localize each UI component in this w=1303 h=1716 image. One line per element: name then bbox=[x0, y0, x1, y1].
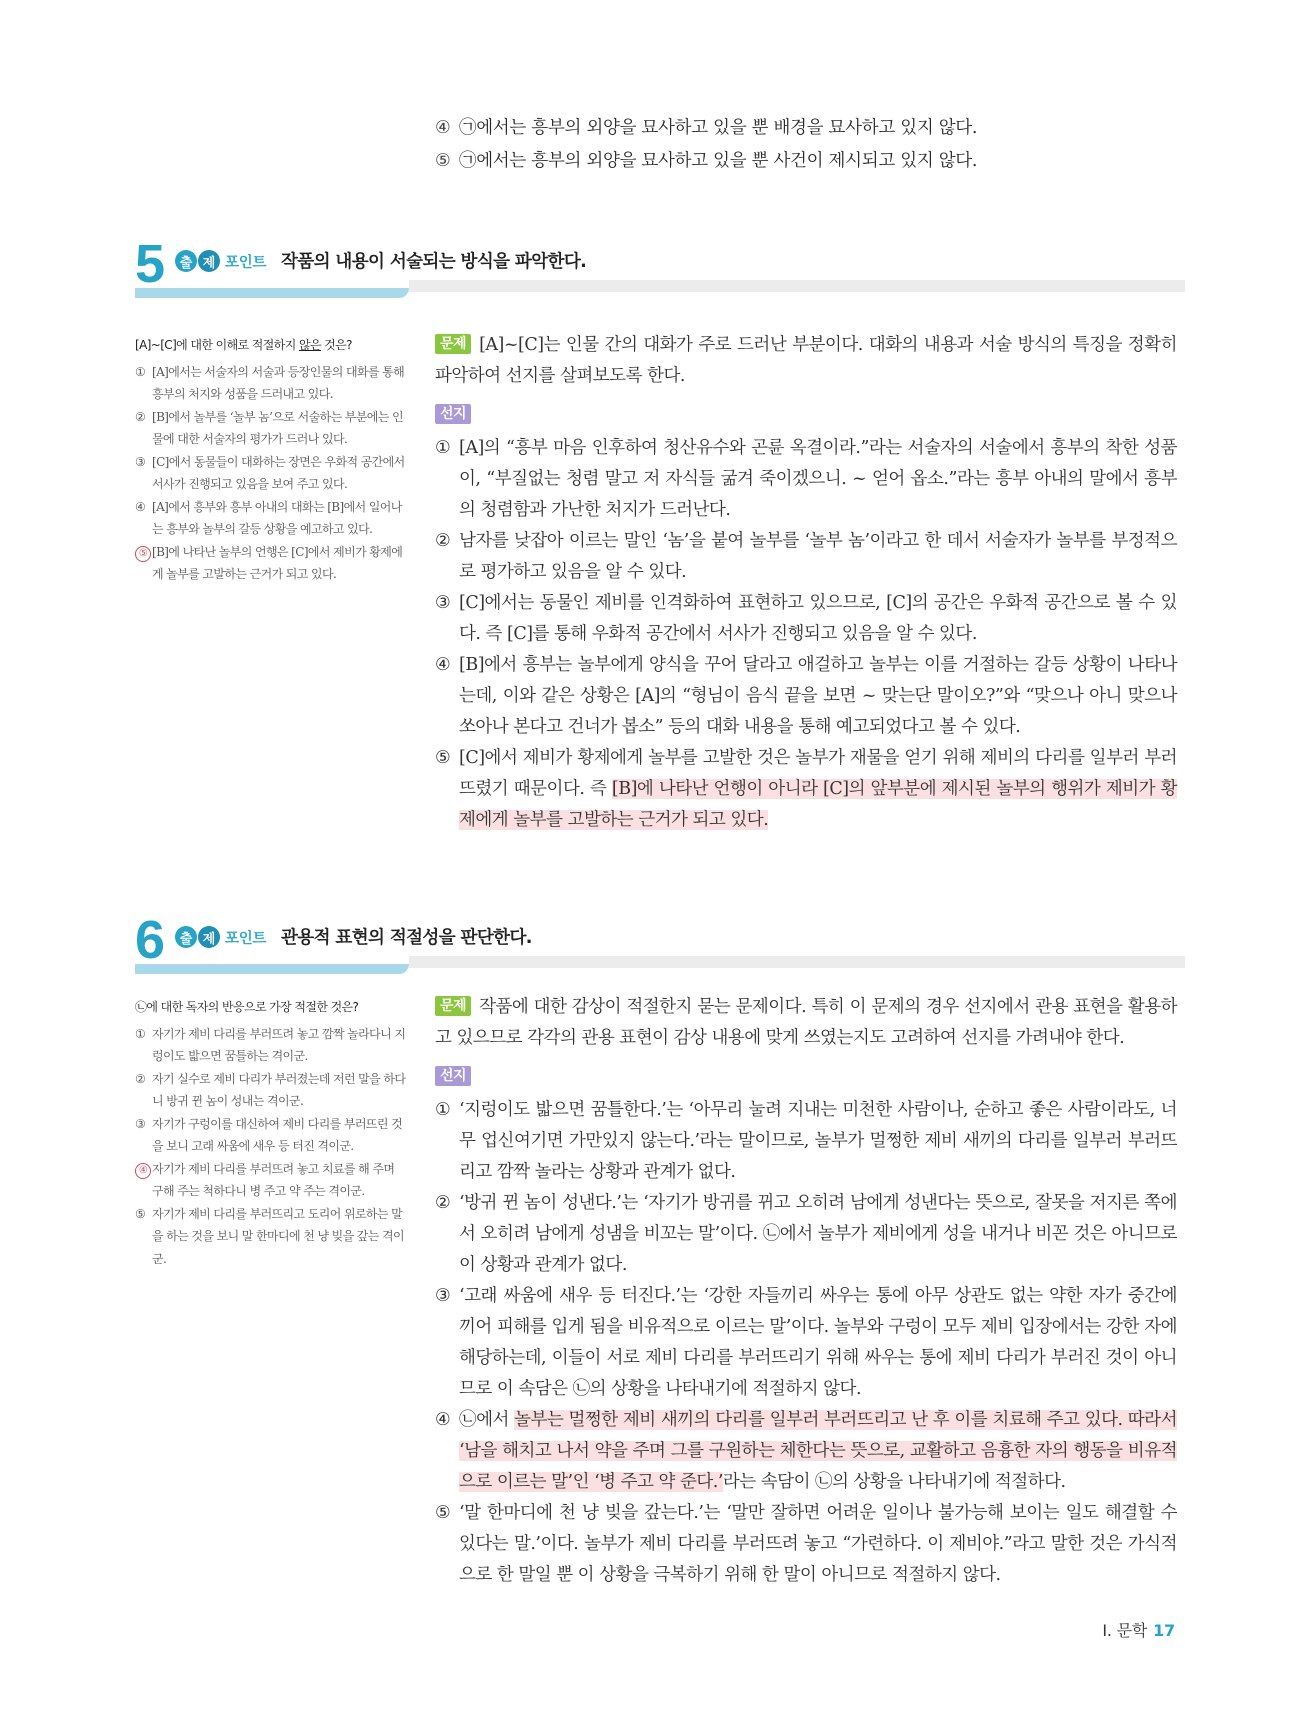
badge-label: 포인트 bbox=[225, 930, 267, 947]
question-option-answer: ⑤ [B]에 나타난 놀부의 언행은 [C]에서 제비가 황제에게 놀부를 고발하는 근거가 되고 있다. bbox=[135, 541, 407, 586]
explanation-item: ① [A]의 “흥부 마음 인후하여 청산유수와 곤륜 옥결이라.”라는 서술자의 서술에서 흥부의 착한 성품이, “부질없는 청렴 말고 저 자식들 굶겨 죽이겠으니. ~ 얻어 옵소.”라는 흥부 아내의 말에서 흥부의 청렴함과 가난한 처지가 드러난다. bbox=[435, 438, 1177, 520]
page-footer bbox=[1102, 1618, 1175, 1641]
section-5-explanation bbox=[435, 330, 1177, 836]
badge-char: 제 bbox=[198, 926, 220, 948]
section-6-question bbox=[135, 996, 407, 1270]
badge-label: 포인트 bbox=[225, 254, 267, 271]
explanation-item: ③ ‘고래 싸움에 새우 등 터진다.’는 ‘강한 자들끼리 싸우는 통에 아무 상관도 없는 약한 자가 중간에 끼어 피해를 입게 됨을 비유적으로 이르는 말’이다. 놀부와 구렁이 모두 제비 입장에서는 강한 자에 해당하는데, 이들이 서로 제비 다리를 부러뜨리기 위해 싸우는 통에 제비 다리가 부러진 것이 아니므로 이 속담은 ㉡의 상황을 나타내기에 적절하지 않다. bbox=[435, 1286, 1177, 1399]
highlighted-text: [B]에 나타난 언행이 아니라 [C]의 앞부분에 제시된 놀부의 행위가 제비가 황제에게 놀부를 고발하는 근거가 되고 있다. bbox=[459, 779, 1177, 830]
explanation-item: ② 남자를 낮잡아 이르는 말인 ‘놈’을 붙여 놀부를 ‘놀부 놈’이라고 한 데서 서술자가 놀부를 부정적으로 평가하고 있음을 알 수 있다. bbox=[435, 531, 1177, 582]
option-row: ⑤ ㉠에서는 흥부의 외양을 묘사하고 있을 뿐 사건이 제시되고 있지 않다. bbox=[435, 151, 978, 171]
choice-tag: 선지 bbox=[435, 1066, 471, 1086]
question-option-answer: ④ 자기가 제비 다리를 부러뜨려 놓고 치료를 해 주며 구해 주는 척하다니 병 주고 약 주는 격이군. bbox=[135, 1158, 407, 1203]
header-divider bbox=[409, 280, 1185, 292]
header-accent-bar bbox=[135, 964, 409, 974]
question-stem: [A]~[C]에 대한 이해로 적절하지 않은 것은? bbox=[135, 338, 352, 352]
question-option: ② 자기 실수로 제비 다리가 부러졌는데 저런 말을 하다니 방귀 뀐 놈이 성내는 격이군. bbox=[135, 1071, 406, 1108]
section-6-header bbox=[135, 910, 1185, 976]
section-6-explanation bbox=[435, 992, 1177, 1591]
option-row: ④ ㉠에서는 흥부의 외양을 묘사하고 있을 뿐 배경을 묘사하고 있지 않다. bbox=[435, 118, 978, 138]
explanation-item: ⑤ [C]에서 제비가 황제에게 놀부를 고발한 것은 놀부가 재물을 얻기 위해 제비의 다리를 일부러 부러뜨렸기 때문이다. 즉 [B]에 나타난 언행이 아니라 [C]의 앞부분에 제시된 놀부의 행위가 제비가 황제에게 놀부를 고발하는 근거가 되고 있다. bbox=[435, 748, 1177, 830]
chapter-label: Ⅰ. 문학 bbox=[1102, 1621, 1148, 1640]
explanation-item: ⑤ ‘말 한마디에 천 냥 빚을 갚는다.’는 ‘말만 잘하면 어려운 일이나 불가능해 보이는 일도 해결할 수 있다는 말.’이다. 놀부가 제비 다리를 부러뜨려 놓고 “가련하다. 이 제비야.”라고 말한 것은 가식적으로 한 말일 뿐 이 상황을 극복하기 위해 한 말이 아니므로 적절하지 않다. bbox=[435, 1503, 1177, 1585]
problem-tag: 문제 bbox=[435, 334, 471, 354]
section-5-header bbox=[135, 234, 1185, 300]
continued-options bbox=[435, 112, 1195, 178]
page-number: 17 bbox=[1153, 1621, 1175, 1640]
section-title: 관용적 표현의 적절성을 판단한다. bbox=[281, 928, 532, 948]
question-option: ⑤ 자기가 제비 다리를 부러뜨리고 도리어 위로하는 말을 하는 것을 보니 말 한마디에 천 냥 빚을 갚는 격이군. bbox=[135, 1206, 404, 1266]
explanation-item: ④ ㉡에서 놀부는 멀쩡한 제비 새끼의 다리를 일부러 부러뜨리고 난 후 이를 치료해 주고 있다. 따라서 ‘남을 해치고 나서 약을 주며 그를 구원하는 체한다는 뜻으로, 교활하고 음흉한 자의 행동을 비유적으로 이르는 말’인 ‘병 주고 약 준다.’라는 속담이 ㉡의 상황을 나타내기에 적절하다. bbox=[435, 1410, 1177, 1492]
exam-point-badge bbox=[175, 250, 266, 272]
section-title: 작품의 내용이 서술되는 방식을 파악한다. bbox=[281, 252, 587, 272]
problem-description: 문제 [A]~[C]는 인물 간의 대화가 주로 드러난 부분이다. 대화의 내용과 서술 방식의 특징을 정확히 파악하여 선지를 살펴보도록 한다. bbox=[435, 335, 1177, 386]
header-divider bbox=[409, 956, 1185, 968]
section-number: 6 bbox=[135, 910, 166, 970]
explanation-item: ③ [C]에서는 동물인 제비를 인격화하여 표현하고 있으므로, [C]의 공간은 우화적 공간으로 볼 수 있다. 즉 [C]를 통해 우화적 공간에서 서사가 진행되고 있음을 알 수 있다. bbox=[435, 593, 1177, 644]
explanation-item: ② ‘방귀 뀐 놈이 성낸다.’는 ‘자기가 방귀를 뀌고 오히려 남에게 성낸다는 뜻으로, 잘못을 저지른 쪽에서 오히려 남에게 성냄을 비꼬는 말’이다. ㉡에서 놀부가 제비에게 성을 내거나 비꼰 것은 아니므로 이 상황과 관계가 없다. bbox=[435, 1193, 1177, 1275]
question-option: ③ [C]에서 동물들이 대화하는 장면은 우화적 공간에서 서사가 진행되고 있음을 보여 주고 있다. bbox=[135, 454, 405, 491]
explanation-item: ④ [B]에서 흥부는 놀부에게 양식을 꾸어 달라고 애걸하고 놀부는 이를 거절하는 갈등 상황이 나타나는데, 이와 같은 상황은 [A]의 “형님이 음식 끝을 보면 ~ 맞는단 말이오?”와 “맞으나 아니 맞으나 쏘아나 본다고 건너가 봅소” 등의 대화 내용을 통해 예고되었다고 볼 수 있다. bbox=[435, 655, 1177, 737]
question-stem: ㉡에 대한 독자의 반응으로 가장 적절한 것은? bbox=[135, 1000, 359, 1014]
badge-char: 제 bbox=[198, 250, 220, 272]
badge-char: 출 bbox=[175, 250, 197, 272]
section-5-question bbox=[135, 334, 407, 586]
section-number: 5 bbox=[135, 234, 166, 294]
choice-tag: 선지 bbox=[435, 404, 471, 424]
problem-description: 문제 작품에 대한 감상이 적절한지 묻는 문제이다. 특히 이 문제의 경우 선지에서 관용 표현을 활용하고 있으므로 각각의 관용 표현이 감상 내용에 맞게 쓰였는지도 고려하여 선지를 가려내야 한다. bbox=[435, 997, 1177, 1048]
explanation-item: ① ‘지렁이도 밟으면 꿈틀한다.’는 ‘아무리 눌려 지내는 미천한 사람이나, 순하고 좋은 사람이라도, 너무 업신여기면 가만있지 않는다.’라는 말이므로, 놀부가 멀쩡한 제비 새끼의 다리를 일부러 부러뜨리고 깜짝 놀라는 상황과 관계가 없다. bbox=[435, 1100, 1177, 1182]
question-option: ① [A]에서는 서술자의 서술과 등장인물의 대화를 통해 흥부의 처지와 성품을 드러내고 있다. bbox=[135, 364, 405, 401]
exam-point-badge bbox=[175, 926, 266, 948]
problem-tag: 문제 bbox=[435, 996, 471, 1016]
question-option: ② [B]에서 놀부를 ‘놀부 놈’으로 서술하는 부분에는 인물에 대한 서술자의 평가가 드러나 있다. bbox=[135, 409, 403, 446]
question-option: ④ [A]에서 흥부와 흥부 아내의 대화는 [B]에서 일어나는 흥부와 놀부의 갈등 상황을 예고하고 있다. bbox=[135, 499, 402, 536]
question-option: ③ 자기가 구렁이를 대신하여 제비 다리를 부러뜨린 것을 보니 고래 싸움에 새우 등 터진 격이군. bbox=[135, 1116, 403, 1153]
highlighted-text: 놀부는 멀쩡한 제비 새끼의 다리를 일부러 부러뜨리고 난 후 이를 치료해 주고 있다. 따라서 ‘남을 해치고 나서 약을 주며 그를 구원하는 체한다는 뜻으로, 교활하고 음흉한 자의 행동을 비유적으로 이르는 말’인 ‘병 주고 약 준다.’ bbox=[459, 1410, 1177, 1492]
question-option: ① 자기가 제비 다리를 부러뜨려 놓고 깜짝 놀라다니 지렁이도 밟으면 꿈틀하는 격이군. bbox=[135, 1026, 406, 1063]
header-accent-bar bbox=[135, 288, 409, 298]
badge-char: 출 bbox=[175, 926, 197, 948]
